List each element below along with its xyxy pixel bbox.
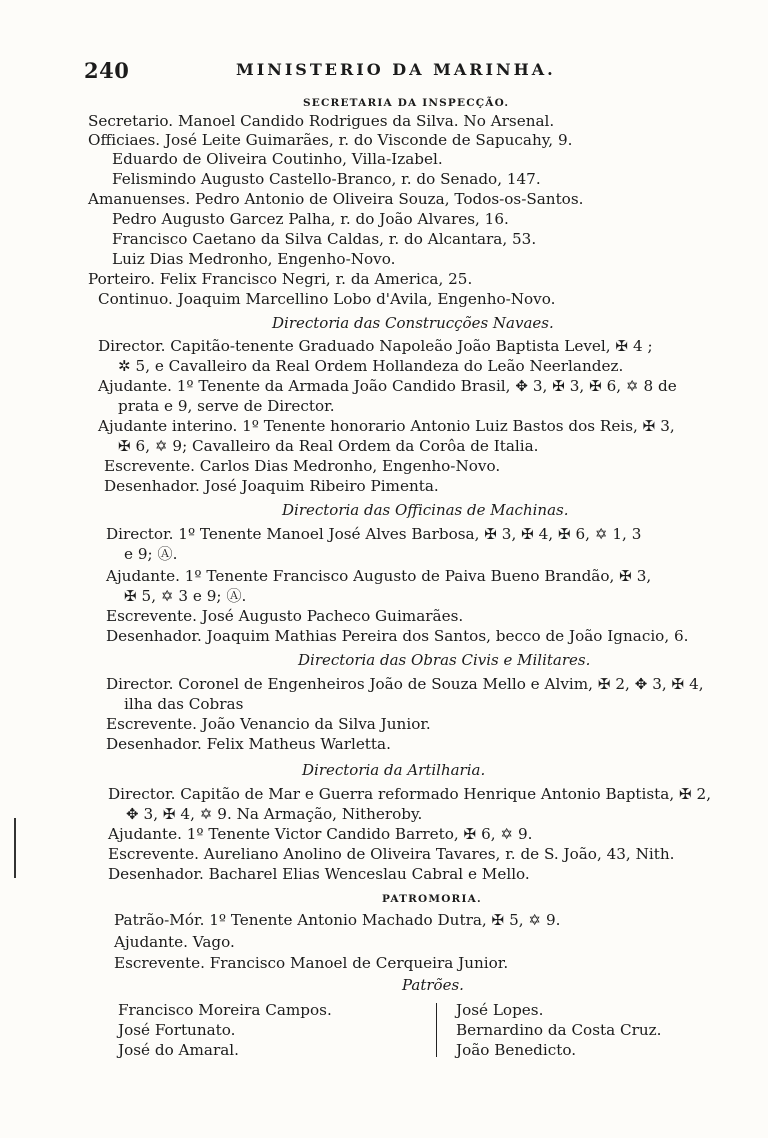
text-line: Felismindo Augusto Castello-Branco, r. do Senado, 147.	[112, 170, 541, 188]
list-item: João Benedicto.	[456, 1041, 577, 1059]
text-line: ✠ 6, ✡ 9; Cavalleiro da Real Ordem da Corôa de Italia.	[118, 437, 539, 455]
text-line: Pedro Augusto Garcez Palha, r. do João Alvares, 16.	[112, 210, 509, 228]
text-line: Escrevente. José Augusto Pacheco Guimarães.	[106, 607, 464, 625]
text-line: Desenhador. José Joaquim Ribeiro Pimenta.	[104, 477, 439, 495]
list-item: José Lopes.	[456, 1001, 544, 1019]
section-heading: Directoria da Artilharia.	[302, 761, 486, 779]
text-line: Eduardo de Oliveira Coutinho, Villa-Izabel.	[112, 150, 443, 168]
margin-mark	[14, 818, 16, 878]
text-line: Porteiro. Felix Francisco Negri, r. da America, 25.	[88, 270, 473, 288]
page-title: MINISTERIO DA MARINHA.	[236, 60, 556, 79]
section-heading: Patrões.	[402, 976, 464, 994]
text-line: Escrevente. Aureliano Anolino de Oliveira Tavares, r. de S. João, 43, Nith.	[108, 845, 675, 863]
text-line: Director. Capitão de Mar e Guerra reformado Henrique Antonio Baptista, ✠ 2,	[108, 785, 712, 803]
text-line: Amanuenses. Pedro Antonio de Oliveira Souza, Todos-os-Santos.	[88, 190, 584, 208]
list-item: Bernardino da Costa Cruz.	[456, 1021, 662, 1039]
section-heading: PATROMORIA.	[382, 893, 482, 905]
section-heading: Directoria das Construcções Navaes.	[272, 314, 554, 332]
text-line: Escrevente. Carlos Dias Medronho, Engenho-Novo.	[104, 457, 501, 475]
text-line: Director. 1º Tenente Manoel José Alves Barbosa, ✠ 3, ✠ 4, ✠ 6, ✡ 1, 3	[106, 525, 642, 543]
text-line: Escrevente. João Venancio da Silva Junior.	[106, 715, 431, 733]
text-line: Ajudante. Vago.	[114, 933, 235, 951]
section-heading: SECRETARIA DA INSPECÇÃO.	[303, 97, 510, 109]
list-item: Francisco Moreira Campos.	[118, 1001, 332, 1019]
text-line: Ajudante. 1º Tenente Francisco Augusto de Paiva Bueno Brandão, ✠ 3,	[106, 567, 652, 585]
text-line: Luiz Dias Medronho, Engenho-Novo.	[112, 250, 396, 268]
text-line: Desenhador. Bacharel Elias Wenceslau Cabral e Mello.	[108, 865, 530, 883]
text-line: Continuo. Joaquim Marcellino Lobo d'Avila, Engenho-Novo.	[98, 290, 556, 308]
text-line: ✠ 5, ✡ 3 e 9; Ⓐ.	[124, 587, 247, 605]
section-heading: Directoria das Obras Civis e Militares.	[298, 651, 591, 669]
page-header	[84, 58, 744, 84]
text-line: ✥ 3, ✠ 4, ✡ 9. Na Armação, Nitheroby.	[126, 805, 423, 823]
text-line: Patrão-Mór. 1º Tenente Antonio Machado Dutra, ✠ 5, ✡ 9.	[114, 911, 561, 929]
text-line: Ajudante. 1º Tenente Victor Candido Barreto, ✠ 6, ✡ 9.	[108, 825, 533, 843]
text-line: Escrevente. Francisco Manoel de Cerqueira Junior.	[114, 954, 509, 972]
text-line: Francisco Caetano da Silva Caldas, r. do Alcantara, 53.	[112, 230, 537, 248]
list-item: José Fortunato.	[118, 1021, 236, 1039]
text-line: ✲ 5, e Cavalleiro da Real Ordem Hollandeza do Leão Neerlandez.	[118, 357, 624, 375]
section-heading: Directoria das Officinas de Machinas.	[282, 501, 569, 519]
list-item: José do Amaral.	[118, 1041, 239, 1059]
column-divider	[436, 1003, 437, 1057]
text-line: e 9; Ⓐ.	[124, 545, 178, 563]
text-line: Director. Capitão-tenente Graduado Napoleão João Baptista Level, ✠ 4 ;	[98, 337, 653, 355]
text-line: Desenhador. Felix Matheus Warletta.	[106, 735, 391, 753]
page-number: 240	[84, 58, 130, 83]
text-line: prata e 9, serve de Director.	[118, 397, 335, 415]
text-line: Secretario. Manoel Candido Rodrigues da Silva. No Arsenal.	[88, 112, 555, 130]
text-line: Director. Coronel de Engenheiros João de Souza Mello e Alvim, ✠ 2, ✥ 3, ✠ 4,	[106, 675, 704, 693]
text-line: ilha das Cobras	[124, 695, 244, 713]
text-line: Ajudante interino. 1º Tenente honorario Antonio Luiz Bastos dos Reis, ✠ 3,	[98, 417, 675, 435]
text-line: Ajudante. 1º Tenente da Armada João Candido Brasil, ✥ 3, ✠ 3, ✠ 6, ✡ 8 de	[98, 377, 677, 395]
text-line: Officiaes. José Leite Guimarães, r. do Visconde de Sapucahy, 9.	[88, 131, 573, 149]
text-line: Desenhador. Joaquim Mathias Pereira dos Santos, becco de João Ignacio, 6.	[106, 627, 689, 645]
